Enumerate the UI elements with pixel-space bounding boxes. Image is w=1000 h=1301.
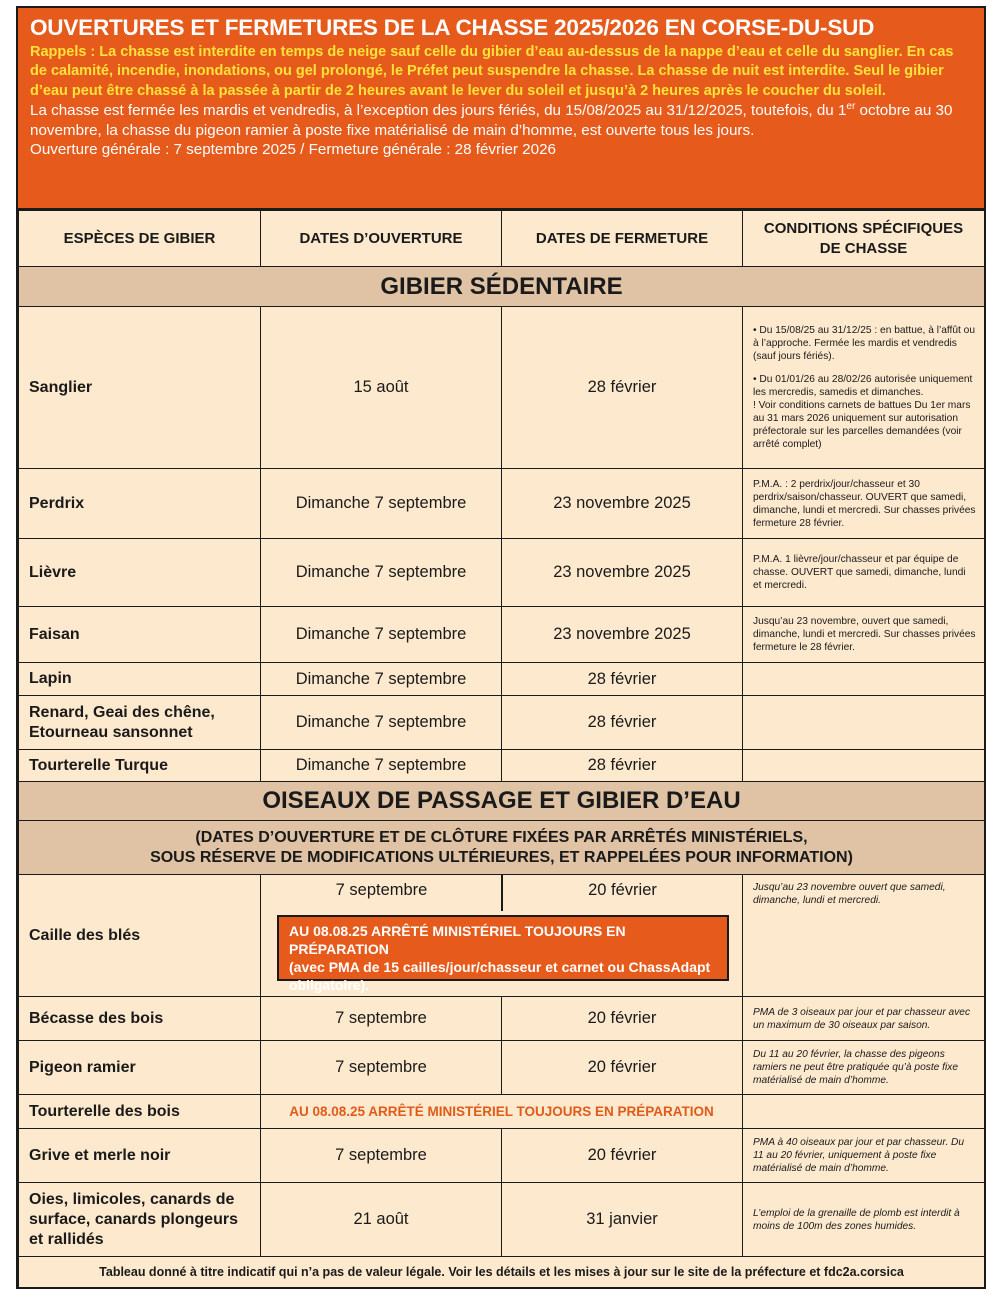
closing-days-note: La chasse est fermée les mardis et vendredis, à l’exception des jours fériés, du 15/08/2025 au 31/12/2025, toutefois, du 1er octobre au 30 novembre, la chasse du pigeon ramier à poste fixe matérialisé de main d’homme, est ouverte tous les jours. xyxy=(30,101,953,139)
opening-date-cell: 7 septembre xyxy=(261,997,502,1041)
conditions-cell: L’emploi de la grenaille de plomb est interdit à moins de 100m des zones humides. xyxy=(743,1183,985,1257)
table-row xyxy=(19,307,985,469)
section-row xyxy=(19,782,985,821)
general-dates: Ouverture générale : 7 septembre 2025 / Fermeture générale : 28 février 2026 xyxy=(30,141,556,159)
column-header-conditions: CONDITIONS SPÉCIFIQUES DE CHASSE xyxy=(743,211,985,267)
opening-date-cell: Dimanche 7 septembre xyxy=(261,607,502,663)
table-row xyxy=(19,997,985,1041)
table-row xyxy=(19,1183,985,1257)
section-subtitle-row xyxy=(19,821,985,875)
conditions-cell xyxy=(743,1095,985,1129)
opening-date-cell: 21 août xyxy=(261,1183,502,1257)
opening-date-cell: Dimanche 7 septembre xyxy=(261,469,502,539)
ministerial-order-alert: AU 08.08.25 ARRÊTÉ MINISTÉRIEL TOUJOURS EN PRÉPARATION xyxy=(261,1095,743,1129)
conditions-cell xyxy=(743,663,985,696)
table-row xyxy=(19,750,985,782)
species-cell: Grive et merle noir xyxy=(19,1129,261,1183)
table-row xyxy=(19,539,985,607)
section-row xyxy=(19,267,985,307)
reminders-text: Rappels : La chasse est interdite en temps de neige sauf celle du gibier d’eau au-dessus de la nappe d’eau et celle du sanglier. En cas de calamité, incendie, inondations, ou gel prolongé, le Préfet peut suspendre la chasse. La chasse de nuit est interdite. Seul le gibier d’eau peut être chassé à la passée à partir de 2 heures avant le lever du soleil et jusqu’à 2 heures après le coucher du soleil. xyxy=(30,44,954,99)
table-row xyxy=(19,696,985,750)
section-title-sedentary: GIBIER SÉDENTAIRE xyxy=(19,267,985,307)
closing-date-cell: 23 novembre 2025 xyxy=(502,607,743,663)
header-banner xyxy=(18,8,984,210)
species-cell: Lapin xyxy=(19,663,261,696)
conditions-cell: • Du 15/08/25 au 31/12/25 : en battue, à l’affût ou à l’approche. Fermée les mardis et vendredis (sauf jours fériés). • Du 01/01/26 au 28/02/26 autorisée uniquement les mercredis, samedis et dimanches. ! Voir conditions carnets de battues Du 1er mars au 31 mars 2026 uniquement sur autorisation préfectorale sur les parcelles demandées (voir arrêté complet) xyxy=(743,307,985,469)
column-header-species: ESPÈCES DE GIBIER xyxy=(19,211,261,267)
closing-date-cell: 20 février xyxy=(502,997,743,1041)
table-row xyxy=(19,1129,985,1183)
species-cell: Sanglier xyxy=(19,307,261,469)
closing-date-cell: 31 janvier xyxy=(502,1183,743,1257)
closing-date-cell: 28 février xyxy=(502,663,743,696)
opening-date-cell: Dimanche 7 septembre xyxy=(261,750,502,782)
species-cell: Renard, Geai des chêne, Etourneau sansonnet xyxy=(19,696,261,750)
opening-date-cell: Dimanche 7 septembre xyxy=(261,663,502,696)
opening-date-cell: Dimanche 7 septembre xyxy=(261,539,502,607)
page-title: OUVERTURES ET FERMETURES DE LA CHASSE 2025/2026 EN CORSE-DU-SUD xyxy=(30,15,875,40)
conditions-cell xyxy=(743,750,985,782)
species-cell: Caille des blés xyxy=(19,875,261,997)
species-cell: Perdrix xyxy=(19,469,261,539)
species-cell: Tourterelle des bois xyxy=(19,1095,261,1129)
species-cell: Faisan xyxy=(19,607,261,663)
column-header-opening: DATES D’OUVERTURE xyxy=(261,211,502,267)
ministerial-order-alert: AU 08.08.25 ARRÊTÉ MINISTÉRIEL TOUJOURS EN PRÉPARATION (avec PMA de 15 cailles/jour/chasseur et carnet ou ChassAdapt obligatoire). xyxy=(277,915,729,981)
footer-row xyxy=(19,1257,985,1288)
conditions-cell: Du 11 au 20 février, la chasse des pigeons ramiers ne peut être pratiquée qu’à poste fixe matérialisé de main d’homme. xyxy=(743,1041,985,1095)
closing-date-cell: 23 novembre 2025 xyxy=(502,539,743,607)
conditions-cell: Jusqu’au 23 novembre ouvert que samedi, dimanche, lundi et mercredi. xyxy=(743,875,985,997)
opening-date-cell: 7 septembre xyxy=(335,881,428,899)
column-header-closing: DATES DE FERMETURE xyxy=(502,211,743,267)
section-subtitle: (DATES D’OUVERTURE ET DE CLÔTURE FIXÉES PAR ARRÊTÉS MINISTÉRIELS, SOUS RÉSERVE DE MODIFICATIONS ULTÉRIEURES, ET RAPPELÉES POUR INFORMATION) xyxy=(19,821,985,875)
table-header-row xyxy=(19,211,985,267)
conditions-cell: PMA à 40 oiseaux par jour et par chasseur. Du 11 au 20 février, uniquement à poste fixe matérialisé de main d’homme. xyxy=(743,1129,985,1183)
conditions-cell xyxy=(743,696,985,750)
table-row xyxy=(19,607,985,663)
conditions-cell: P.M.A. 1 lièvre/jour/chasseur et par équipe de chasse. OUVERT que samedi, dimanche, lundi et mercredi. xyxy=(743,539,985,607)
table-row xyxy=(19,875,985,997)
closing-date-cell: 23 novembre 2025 xyxy=(502,469,743,539)
conditions-cell: PMA de 3 oiseaux par jour et par chasseur avec un maximum de 30 oiseaux par saison. xyxy=(743,997,985,1041)
closing-date-cell: 28 février xyxy=(502,696,743,750)
closing-date-cell: 28 février xyxy=(502,750,743,782)
opening-date-cell: 7 septembre xyxy=(261,1129,502,1183)
table-row xyxy=(19,1041,985,1095)
conditions-cell: P.M.A. : 2 perdrix/jour/chasseur et 30 perdrix/saison/chasseur. OUVERT que samedi, dimanche, lundi et mercredi. Sur chasses privées fermeture 28 février. xyxy=(743,469,985,539)
hunting-dates-table xyxy=(18,210,985,1288)
opening-date-cell: Dimanche 7 septembre xyxy=(261,696,502,750)
table-row xyxy=(19,469,985,539)
species-cell: Oies, limicoles, canards de surface, canards plongeurs et rallidés xyxy=(19,1183,261,1257)
closing-date-cell: 20 février xyxy=(588,881,657,899)
table-row xyxy=(19,1095,985,1129)
opening-date-cell: 7 septembre xyxy=(261,1041,502,1095)
hunting-calendar-sheet xyxy=(16,6,986,1289)
opening-date-cell: 15 août xyxy=(261,307,502,469)
footer-disclaimer: Tableau donné à titre indicatif qui n’a pas de valeur légale. Voir les détails et les mises à jour sur le site de la préfecture et fdc2a.corsica xyxy=(19,1257,985,1288)
species-cell: Pigeon ramier xyxy=(19,1041,261,1095)
closing-date-cell: 28 février xyxy=(502,307,743,469)
species-cell: Lièvre xyxy=(19,539,261,607)
conditions-cell: Jusqu’au 23 novembre, ouvert que samedi, dimanche, lundi et mercredi. Sur chasses privées fermeture le 28 février. xyxy=(743,607,985,663)
closing-date-cell: 20 février xyxy=(502,1129,743,1183)
species-cell: Bécasse des bois xyxy=(19,997,261,1041)
table-row xyxy=(19,663,985,696)
caille-dates-cell xyxy=(261,875,743,997)
species-cell: Tourterelle Turque xyxy=(19,750,261,782)
section-title-migratory: OISEAUX DE PASSAGE ET GIBIER D’EAU xyxy=(19,782,985,821)
closing-date-cell: 20 février xyxy=(502,1041,743,1095)
